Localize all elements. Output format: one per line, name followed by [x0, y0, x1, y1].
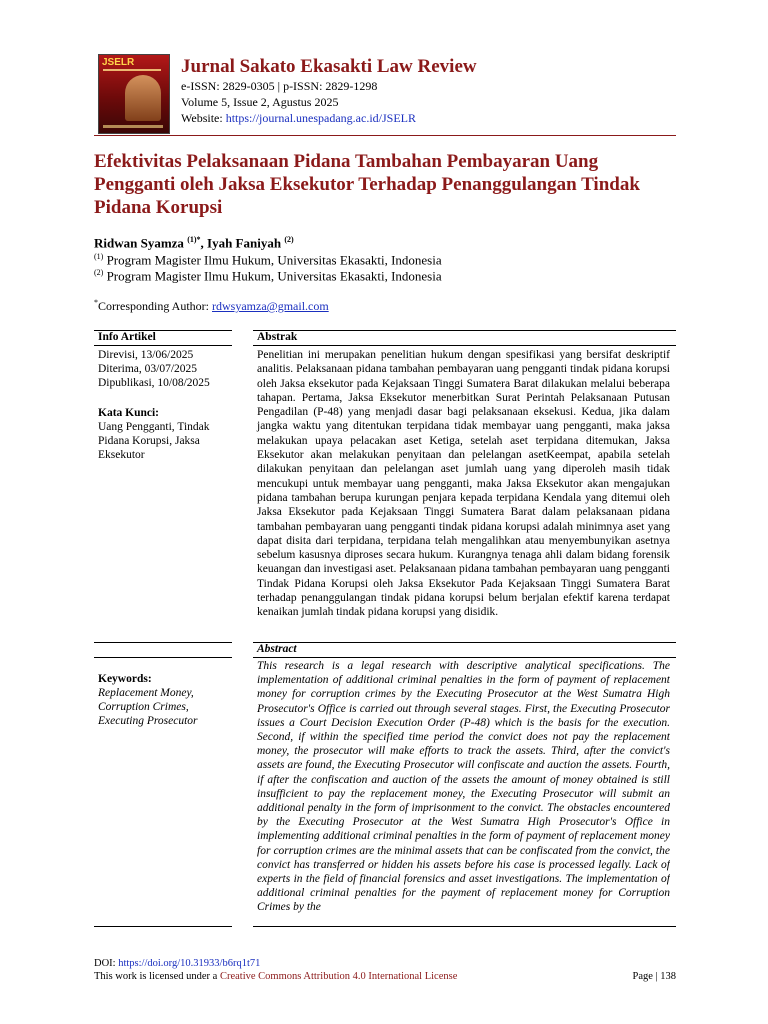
- journal-cover-thumbnail: [98, 54, 170, 134]
- affiliation: [94, 252, 442, 268]
- abstract-body: This research is a legal research with descriptive analytical specifications. The implementation of additional criminal penalties in the form of payment of replacement money for corruption crimes by the Executing Prosecutor at the West Sumatra High Prosecutor's Office is carried out through several stages. First, the Executing Prosecutor issues a Court Decision Execution Order (P-48) which is the basis for the execution. Second, if within the specified time period the convict does not pay the replacement money, the prosecutor will make efforts to track the assets. Third, after the convict's assets are found, the Executing Prosecutor will confiscate and auction the assets. Fourth, if after the confiscation and auction of the assets the amount of money obtained is still insufficient to pay the replacement money, the Executing Prosecutor will submit an additional penalty in the form of imprisonment to the convict. The obstacles encountered by the Executing Prosecutor at the West Sumatra High Prosecutor's Office in implementing additional criminal penalties in the form of payment of replacement money for corruption crimes are the minimal assets that can be confiscated from the convict, the convict has transferred or hidden his assets before his case is processed legally. Lack of experts in the field of financial forensics and asset investigations. The implementation of additional criminal penalties for the payment of replacement money for Corruption Crimes by the: [257, 660, 670, 914]
- author-list: [94, 235, 294, 251]
- keywords-line: Replacement Money,: [98, 687, 194, 699]
- website-label: Website:: [181, 111, 226, 125]
- affiliation-text: Program Magister Ilmu Hukum, Universitas Ekasakti, Indonesia: [106, 268, 442, 284]
- abstrak-top-rule: [253, 330, 676, 331]
- abstrak-header-rule: [253, 345, 676, 346]
- corr-label: Corresponding Author:: [98, 299, 212, 313]
- journal-volume: Volume 5, Issue 2, Agustus 2025: [181, 95, 339, 109]
- affiliation-superscript: (2): [94, 268, 104, 277]
- cover-decor-line: [103, 69, 161, 71]
- cover-logo-text: JSELR: [102, 57, 135, 68]
- journal-issn: e-ISSN: 2829-0305 | p-ISSN: 2829-1298: [181, 79, 378, 93]
- kata-kunci-block: [98, 406, 210, 462]
- article-title: Efektivitas Pelaksanaan Pidana Tambahan Pembayaran Uang Pengganti oleh Jaksa Eksekutor Terhadap Penanggulangan Tindak Pidana Korupsi: [94, 151, 640, 218]
- keywords-line: Corruption Crimes,: [98, 701, 189, 713]
- abstrak-header: Abstrak: [257, 331, 298, 343]
- footer-doi: [94, 958, 260, 969]
- kata-kunci-line: Eksekutor: [98, 449, 145, 461]
- abstract-header: Abstract: [257, 643, 297, 655]
- date-revised: Direvisi, 13/06/2025: [98, 349, 194, 361]
- abstract-bottom-rule: [253, 926, 676, 927]
- page-number: Page | 138: [632, 971, 676, 982]
- info-bottom-rule: [94, 926, 232, 927]
- affiliation-superscript: (1): [94, 252, 104, 261]
- date-accepted: Diterima, 03/07/2025: [98, 363, 198, 375]
- author-superscript: (2): [284, 235, 294, 244]
- footer-license: [94, 971, 457, 982]
- license-prefix: This work is licensed under a: [94, 971, 220, 982]
- keywords-line: Executing Prosecutor: [98, 715, 198, 727]
- article-dates: [98, 348, 210, 390]
- abstract-header-rule: [253, 657, 676, 658]
- abstract-top-rule: [253, 642, 676, 643]
- journal-website: [181, 111, 416, 126]
- author-name: Ridwan Syamza: [94, 235, 184, 251]
- cover-decor-line: [103, 125, 163, 128]
- keywords-block: [98, 672, 198, 728]
- corr-email-link[interactable]: rdwsyamza@gmail.com: [212, 299, 329, 313]
- abstrak-body: Penelitian ini merupakan penelitian hukum dengan spesifikasi yang bersifat deskriptif analitis. Pelaksanaan pidana tambahan pembayaran uang pengganti tindak pidana korupsi oleh Jaksa eksekutor pada Kejaksaan Tinggi Sumatera Barat dilakukan melalui beberapa tahapan. Pertama, Jaksa Eksekutor menerbitkan Surat Perintah Pelaksanaan Putusan Pengadilan (P-48) yang menjadi dasar bagi pelaksanaan eksekusi. Kedua, jika dalam jangka waktu yang ditentukan terpidana tidak membayar uang pengganti, maka jaksa melakukan upaya pelacakan aset Ketiga, setelah aset terpidana ditemukan, Jaksa Eksekutor akan melakukan penyitaan dan pelelangan asetKeempat, apabila setelah dilakukan penyitaan dan pelelangan aset jumlah uang yang diperoleh masih tidak mencukupi untuk membayar uang pengganti, maka Jaksa Eksekutor akan mengajukan pidana tambahan berupa kurungan penjara kepada terpidana Kendala yang ditemui oleh Jaksa Eksekutor pada Kejaksaan Tinggi Sumatera Barat dalam pelaksanaan pidana tambahan pembayaran uang pengganti tindak pidana korupsi adalah minimnya aset yang dapat disita dari terpidana, terpidana telah mengalihkan atau menyembunyikan asetnya sebelum kasusnya diproses secara hukum. Kurangnya tenaga ahli dalam bidang forensik keuangan dan investigasi aset. Pelaksanaan pidana tambahan pembayaran uang pengganti Tindak Pidana Korupsi oleh Jaksa Eksekutor Pada Kejaksaan Tinggi Sumatera Barat terhadap penanggulangan tindak pidana korupsi belum berjalan efektif karena terdapat kenaikan jumlah tindak pidana korupsi yang disidik.: [257, 349, 670, 619]
- author-superscript: (1)*: [187, 235, 201, 244]
- info-header-rule: [94, 345, 232, 346]
- kata-kunci-line: Pidana Korupsi, Jaksa: [98, 435, 200, 447]
- kata-kunci-label: Kata Kunci:: [98, 407, 160, 419]
- corr-superscript: *: [94, 298, 98, 307]
- keywords-top-rule: [94, 657, 232, 658]
- info-artikel-header: Info Artikel: [98, 331, 156, 343]
- corresponding-author: [94, 298, 329, 314]
- kata-kunci-line: Uang Pengganti, Tindak: [98, 421, 210, 433]
- journal-name: Jurnal Sakato Ekasakti Law Review: [181, 56, 477, 77]
- cover-building-image: [125, 75, 161, 121]
- journal-header: [94, 50, 676, 134]
- doi-label: DOI:: [94, 958, 119, 969]
- header-divider: [94, 135, 676, 136]
- affiliation-text: Program Magister Ilmu Hukum, Universitas Ekasakti, Indonesia: [106, 252, 442, 268]
- doi-link[interactable]: https://doi.org/10.31933/b6rq1t71: [118, 958, 261, 969]
- author-separator: ,: [200, 235, 208, 251]
- website-link[interactable]: https://journal.unespadang.ac.id/JSELR: [225, 111, 417, 125]
- author-name: Iyah Faniyah: [207, 235, 282, 251]
- license-link[interactable]: Creative Commons Attribution 4.0 International License: [219, 971, 458, 982]
- keywords-label: Keywords:: [98, 673, 152, 685]
- affiliation: [94, 268, 442, 284]
- date-published: Dipublikasi, 10/08/2025: [98, 377, 210, 389]
- info-section-rule: [94, 642, 232, 643]
